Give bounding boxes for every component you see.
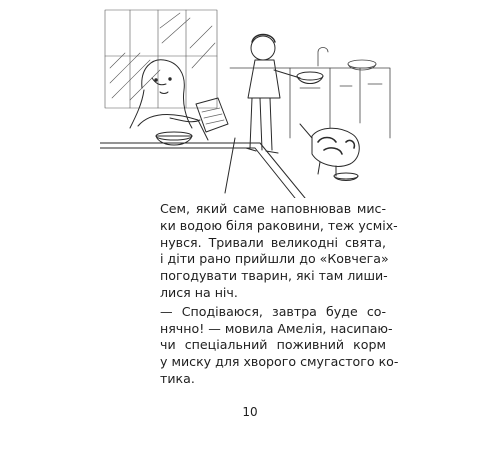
page-number: 10 [242, 405, 258, 419]
text-line: Сем, який саме наповнював мис- [160, 201, 386, 216]
cat-sketch [300, 124, 359, 181]
illustration [100, 8, 400, 198]
text-line: — Сподіваюся, завтра буде со- [160, 303, 386, 319]
text-line: тика. [160, 370, 195, 386]
text-line: і діти рано прийшли до «Ковчега» [160, 251, 389, 267]
girl-sketch [130, 60, 228, 145]
text-line: нувся. Тривали великодні свята, [160, 234, 386, 250]
text-line: нячно! — мовила Амелія, насипаю- [160, 320, 393, 336]
paragraph-2 [160, 303, 399, 388]
text-line: лися на ніч. [160, 284, 238, 300]
kitchen-scene-sketch-icon [100, 8, 400, 198]
text-line: чи спеціальний поживний корм [160, 337, 386, 353]
cabinets-sketch [230, 48, 390, 139]
body-text [160, 201, 399, 388]
text-line: ки водою біля раковини, теж усміх- [160, 217, 398, 233]
text-line: погодувати тварин, які там лиши- [160, 268, 388, 284]
text-line: у миску для хворого смугастого ко- [160, 354, 399, 370]
paragraph-1 [160, 201, 398, 302]
boy-sketch [246, 35, 323, 154]
counter-sketch [100, 138, 305, 198]
